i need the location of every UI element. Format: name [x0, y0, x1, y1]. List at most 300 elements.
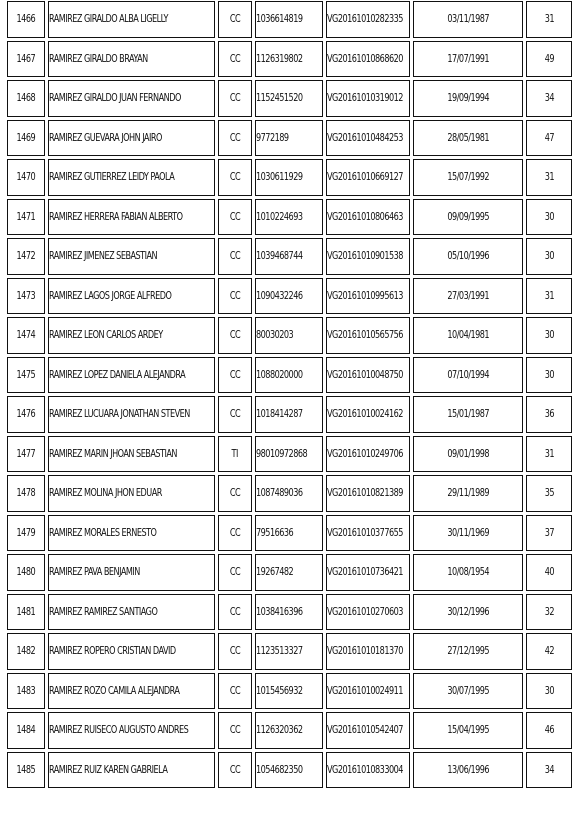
document-number-cell — [255, 120, 324, 157]
row-number-text: 1474 — [16, 329, 36, 342]
document-type-text: CC — [229, 487, 240, 500]
birth-date-cell — [413, 752, 523, 789]
registration-code-text: VG20161010833004 — [327, 763, 404, 776]
row-number-cell — [7, 396, 45, 433]
table-row — [7, 712, 572, 749]
registration-code-cell — [326, 396, 410, 433]
document-number-text: 9772189 — [255, 131, 289, 144]
age-cell — [526, 633, 572, 670]
full-name-text: RAMIREZ RUIZ KAREN GABRIELA — [48, 763, 168, 776]
registration-code-text: VG20161010181370 — [327, 645, 404, 658]
document-number-cell — [255, 1, 324, 38]
full-name-text: RAMIREZ GIRALDO BRAYAN — [48, 52, 148, 65]
document-type-cell — [218, 712, 252, 749]
document-number-cell — [255, 396, 324, 433]
age-cell — [526, 317, 572, 354]
registration-code-cell — [326, 475, 410, 512]
age-text: 34 — [544, 92, 554, 105]
age-text: 34 — [544, 763, 554, 776]
birth-date-text: 30/12/1996 — [447, 605, 489, 618]
row-number-cell — [7, 712, 45, 749]
birth-date-text: 07/10/1994 — [447, 368, 489, 381]
full-name-cell — [48, 41, 215, 78]
document-number-cell — [255, 278, 324, 315]
full-name-text: RAMIREZ MARIN JHOAN SEBASTIAN — [48, 447, 177, 460]
birth-date-cell — [413, 159, 523, 196]
age-cell — [526, 159, 572, 196]
document-number-text: 1054682350 — [255, 763, 303, 776]
document-number-text: 1087489036 — [255, 487, 303, 500]
registration-code-text: VG20161010565756 — [327, 329, 404, 342]
birth-date-cell — [413, 238, 523, 275]
document-number-cell — [255, 199, 324, 236]
birth-date-cell — [413, 80, 523, 117]
table-row — [7, 159, 572, 196]
document-number-cell — [255, 436, 324, 473]
document-number-text: 80030203 — [255, 329, 293, 342]
document-number-text: 1090432246 — [255, 289, 303, 302]
age-text: 31 — [544, 13, 554, 26]
row-number-text: 1482 — [16, 645, 36, 658]
birth-date-text: 10/08/1954 — [447, 566, 489, 579]
document-number-cell — [255, 673, 324, 710]
document-number-cell — [255, 515, 324, 552]
registration-code-text: VG20161010806463 — [327, 210, 404, 223]
birth-date-cell — [413, 41, 523, 78]
birth-date-text: 27/12/1995 — [447, 645, 489, 658]
registration-code-cell — [326, 673, 410, 710]
row-number-text: 1473 — [16, 289, 36, 302]
age-text: 30 — [544, 368, 554, 381]
document-type-cell — [218, 752, 252, 789]
full-name-text: RAMIREZ GIRALDO ALBA LIGELLY — [48, 13, 168, 26]
age-cell — [526, 712, 572, 749]
age-cell — [526, 357, 572, 394]
age-cell — [526, 41, 572, 78]
birth-date-cell — [413, 712, 523, 749]
full-name-cell — [48, 633, 215, 670]
document-number-text: 1036614819 — [255, 13, 303, 26]
row-number-text: 1481 — [16, 605, 36, 618]
age-cell — [526, 594, 572, 631]
row-number-text: 1478 — [16, 487, 36, 500]
birth-date-text: 17/07/1991 — [447, 52, 489, 65]
age-cell — [526, 120, 572, 157]
document-number-cell — [255, 317, 324, 354]
row-number-cell — [7, 594, 45, 631]
document-type-cell — [218, 357, 252, 394]
document-type-cell — [218, 159, 252, 196]
document-number-text: 1010224693 — [255, 210, 303, 223]
document-number-text: 19267482 — [255, 566, 293, 579]
birth-date-text: 03/11/1987 — [447, 13, 489, 26]
birth-date-text: 15/01/1987 — [447, 408, 489, 421]
age-cell — [526, 80, 572, 117]
document-type-text: CC — [229, 684, 240, 697]
birth-date-text: 30/07/1995 — [447, 684, 489, 697]
row-number-cell — [7, 515, 45, 552]
document-type-cell — [218, 633, 252, 670]
row-number-cell — [7, 554, 45, 591]
row-number-text: 1469 — [16, 131, 36, 144]
full-name-cell — [48, 673, 215, 710]
document-type-text: CC — [229, 52, 240, 65]
birth-date-text: 29/11/1989 — [447, 487, 489, 500]
full-name-cell — [48, 436, 215, 473]
age-cell — [526, 199, 572, 236]
registration-code-cell — [326, 120, 410, 157]
row-number-text: 1480 — [16, 566, 36, 579]
table-row — [7, 515, 572, 552]
registration-code-cell — [326, 554, 410, 591]
age-text: 30 — [544, 210, 554, 223]
table-row — [7, 278, 572, 315]
document-type-text: CC — [229, 566, 240, 579]
full-name-cell — [48, 752, 215, 789]
registration-code-text: VG20161010484253 — [327, 131, 404, 144]
roster-body — [7, 1, 572, 788]
document-type-cell — [218, 396, 252, 433]
row-number-text: 1467 — [16, 52, 36, 65]
document-type-text: CC — [229, 329, 240, 342]
age-text: 36 — [544, 408, 554, 421]
table-row — [7, 317, 572, 354]
document-number-text: 1126319802 — [255, 52, 303, 65]
age-cell — [526, 238, 572, 275]
full-name-text: RAMIREZ GUTIERREZ LEIDY PAOLA — [48, 171, 175, 184]
row-number-cell — [7, 238, 45, 275]
row-number-text: 1476 — [16, 408, 36, 421]
full-name-cell — [48, 475, 215, 512]
birth-date-text: 15/04/1995 — [447, 724, 489, 737]
full-name-text: RAMIREZ JIMENEZ SEBASTIAN — [48, 250, 158, 263]
document-type-cell — [218, 673, 252, 710]
document-number-cell — [255, 41, 324, 78]
full-name-cell — [48, 554, 215, 591]
table-row — [7, 436, 572, 473]
row-number-cell — [7, 633, 45, 670]
registration-code-text: VG20161010249706 — [327, 447, 404, 460]
registration-code-text: VG20161010995613 — [327, 289, 404, 302]
registration-code-text: VG20161010821389 — [327, 487, 404, 500]
full-name-text: RAMIREZ LEON CARLOS ARDEY — [48, 329, 163, 342]
document-type-text: CC — [229, 171, 240, 184]
registration-code-text: VG20161010901538 — [327, 250, 404, 263]
document-number-text: 1152451520 — [255, 92, 303, 105]
row-number-cell — [7, 317, 45, 354]
birth-date-cell — [413, 436, 523, 473]
age-text: 30 — [544, 684, 554, 697]
full-name-text: RAMIREZ GIRALDO JUAN FERNANDO — [48, 92, 181, 105]
document-type-text: CC — [229, 92, 240, 105]
row-number-cell — [7, 475, 45, 512]
roster-table — [4, 0, 575, 791]
row-number-cell — [7, 199, 45, 236]
birth-date-text: 19/09/1994 — [447, 92, 489, 105]
registration-code-cell — [326, 752, 410, 789]
age-cell — [526, 436, 572, 473]
registration-code-cell — [326, 633, 410, 670]
full-name-cell — [48, 515, 215, 552]
birth-date-cell — [413, 515, 523, 552]
full-name-text: RAMIREZ LOPEZ DANIELA ALEJANDRA — [48, 368, 186, 381]
document-number-text: 1088020000 — [255, 368, 303, 381]
birth-date-text: 13/06/1996 — [447, 763, 489, 776]
document-number-cell — [255, 475, 324, 512]
full-name-text: RAMIREZ ROZO CAMILA ALEJANDRA — [48, 684, 180, 697]
document-number-cell — [255, 633, 324, 670]
document-type-text: CC — [229, 724, 240, 737]
full-name-cell — [48, 357, 215, 394]
row-number-text: 1477 — [16, 447, 36, 460]
table-row — [7, 357, 572, 394]
age-cell — [526, 554, 572, 591]
document-type-cell — [218, 278, 252, 315]
age-cell — [526, 396, 572, 433]
full-name-cell — [48, 278, 215, 315]
birth-date-cell — [413, 357, 523, 394]
document-type-cell — [218, 1, 252, 38]
document-type-cell — [218, 120, 252, 157]
registration-code-text: VG20161010282335 — [327, 13, 404, 26]
age-cell — [526, 278, 572, 315]
birth-date-cell — [413, 475, 523, 512]
document-type-text: TI — [231, 447, 238, 460]
registration-code-text: VG20161010736421 — [327, 566, 404, 579]
document-type-cell — [218, 554, 252, 591]
table-row — [7, 1, 572, 38]
document-number-text: 1018414287 — [255, 408, 303, 421]
row-number-cell — [7, 357, 45, 394]
document-type-text: CC — [229, 131, 240, 144]
full-name-cell — [48, 159, 215, 196]
birth-date-cell — [413, 120, 523, 157]
birth-date-text: 10/04/1981 — [447, 329, 489, 342]
row-number-cell — [7, 80, 45, 117]
registration-code-cell — [326, 594, 410, 631]
table-row — [7, 752, 572, 789]
registration-code-cell — [326, 278, 410, 315]
registration-code-text: VG20161010669127 — [327, 171, 404, 184]
document-number-cell — [255, 238, 324, 275]
age-text: 31 — [544, 289, 554, 302]
age-text: 40 — [544, 566, 554, 579]
registration-code-cell — [326, 41, 410, 78]
full-name-cell — [48, 120, 215, 157]
birth-date-cell — [413, 594, 523, 631]
row-number-cell — [7, 436, 45, 473]
document-type-text: CC — [229, 210, 240, 223]
document-number-text: 1038416396 — [255, 605, 303, 618]
document-type-text: CC — [229, 13, 240, 26]
registration-code-cell — [326, 1, 410, 38]
document-type-text: CC — [229, 250, 240, 263]
document-type-cell — [218, 515, 252, 552]
age-cell — [526, 752, 572, 789]
full-name-cell — [48, 238, 215, 275]
age-text: 31 — [544, 171, 554, 184]
document-type-text: CC — [229, 368, 240, 381]
table-row — [7, 238, 572, 275]
row-number-cell — [7, 41, 45, 78]
age-text: 30 — [544, 250, 554, 263]
age-cell — [526, 515, 572, 552]
registration-code-text: VG20161010048750 — [327, 368, 404, 381]
full-name-cell — [48, 594, 215, 631]
birth-date-cell — [413, 673, 523, 710]
full-name-text: RAMIREZ PAVA BENJAMIN — [48, 566, 140, 579]
document-type-text: CC — [229, 408, 240, 421]
age-cell — [526, 673, 572, 710]
row-number-text: 1483 — [16, 684, 36, 697]
document-number-text: 1015456932 — [255, 684, 303, 697]
registration-code-text: VG20161010542407 — [327, 724, 404, 737]
row-number-cell — [7, 1, 45, 38]
document-number-text: 1030611929 — [255, 171, 303, 184]
full-name-text: RAMIREZ RUISECO AUGUSTO ANDRES — [48, 724, 189, 737]
document-number-cell — [255, 594, 324, 631]
full-name-text: RAMIREZ MORALES ERNESTO — [48, 526, 157, 539]
row-number-text: 1472 — [16, 250, 36, 263]
row-number-text: 1470 — [16, 171, 36, 184]
full-name-text: RAMIREZ ROPERO CRISTIAN DAVID — [48, 645, 176, 658]
full-name-cell — [48, 1, 215, 38]
document-number-text: 1039468744 — [255, 250, 303, 263]
table-row — [7, 120, 572, 157]
document-type-cell — [218, 317, 252, 354]
age-text: 49 — [544, 52, 554, 65]
birth-date-text: 15/07/1992 — [447, 171, 489, 184]
row-number-text: 1466 — [16, 13, 36, 26]
full-name-cell — [48, 80, 215, 117]
table-row — [7, 41, 572, 78]
row-number-text: 1468 — [16, 92, 36, 105]
age-cell — [526, 475, 572, 512]
full-name-text: RAMIREZ LAGOS JORGE ALFREDO — [48, 289, 172, 302]
document-number-cell — [255, 554, 324, 591]
row-number-text: 1471 — [16, 210, 36, 223]
document-number-cell — [255, 357, 324, 394]
birth-date-text: 09/01/1998 — [447, 447, 489, 460]
full-name-text: RAMIREZ GUEVARA JOHN JAIRO — [48, 131, 162, 144]
registration-code-cell — [326, 317, 410, 354]
registration-code-text: VG20161010868620 — [327, 52, 404, 65]
registration-code-cell — [326, 515, 410, 552]
row-number-text: 1484 — [16, 724, 36, 737]
age-text: 30 — [544, 329, 554, 342]
age-text: 32 — [544, 605, 554, 618]
document-type-text: CC — [229, 526, 240, 539]
document-type-text: CC — [229, 763, 240, 776]
birth-date-cell — [413, 633, 523, 670]
birth-date-cell — [413, 278, 523, 315]
full-name-cell — [48, 396, 215, 433]
table-row — [7, 633, 572, 670]
full-name-cell — [48, 712, 215, 749]
age-text: 47 — [544, 131, 554, 144]
age-text: 35 — [544, 487, 554, 500]
birth-date-text: 09/09/1995 — [447, 210, 489, 223]
table-row — [7, 673, 572, 710]
registration-code-cell — [326, 80, 410, 117]
document-type-cell — [218, 594, 252, 631]
table-row — [7, 594, 572, 631]
birth-date-cell — [413, 199, 523, 236]
document-number-cell — [255, 752, 324, 789]
document-type-text: CC — [229, 289, 240, 302]
row-number-cell — [7, 159, 45, 196]
birth-date-text: 27/03/1991 — [447, 289, 489, 302]
document-number-cell — [255, 712, 324, 749]
birth-date-cell — [413, 554, 523, 591]
row-number-text: 1485 — [16, 763, 36, 776]
full-name-cell — [48, 317, 215, 354]
row-number-cell — [7, 752, 45, 789]
full-name-text: RAMIREZ LUCUARA JONATHAN STEVEN — [48, 408, 190, 421]
age-text: 42 — [544, 645, 554, 658]
document-type-text: CC — [229, 605, 240, 618]
row-number-text: 1475 — [16, 368, 36, 381]
birth-date-text: 28/05/1981 — [447, 131, 489, 144]
document-number-text: 79516636 — [255, 526, 293, 539]
age-text: 31 — [544, 447, 554, 460]
registration-code-text: VG20161010377655 — [327, 526, 404, 539]
age-text: 37 — [544, 526, 554, 539]
age-text: 46 — [544, 724, 554, 737]
document-number-text: 1123513327 — [255, 645, 303, 658]
row-number-cell — [7, 673, 45, 710]
document-type-cell — [218, 41, 252, 78]
full-name-text: RAMIREZ RAMIREZ SANTIAGO — [48, 605, 158, 618]
registration-code-cell — [326, 712, 410, 749]
document-type-cell — [218, 436, 252, 473]
table-row — [7, 475, 572, 512]
document-type-cell — [218, 80, 252, 117]
roster-sheet — [4, 0, 575, 808]
document-type-cell — [218, 238, 252, 275]
table-row — [7, 554, 572, 591]
birth-date-cell — [413, 317, 523, 354]
document-type-text: CC — [229, 645, 240, 658]
registration-code-cell — [326, 199, 410, 236]
table-row — [7, 199, 572, 236]
registration-code-text: VG20161010319012 — [327, 92, 404, 105]
registration-code-text: VG20161010024162 — [327, 408, 404, 421]
registration-code-cell — [326, 357, 410, 394]
full-name-cell — [48, 199, 215, 236]
row-number-cell — [7, 278, 45, 315]
row-number-text: 1479 — [16, 526, 36, 539]
registration-code-cell — [326, 238, 410, 275]
registration-code-text: VG20161010024911 — [327, 684, 404, 697]
birth-date-cell — [413, 1, 523, 38]
birth-date-text: 05/10/1996 — [447, 250, 489, 263]
table-row — [7, 80, 572, 117]
document-number-text: 98010972868 — [255, 447, 307, 460]
registration-code-cell — [326, 436, 410, 473]
birth-date-cell — [413, 396, 523, 433]
document-number-text: 1126320362 — [255, 724, 303, 737]
full-name-text: RAMIREZ MOLINA JHON EDUAR — [48, 487, 162, 500]
document-type-cell — [218, 475, 252, 512]
birth-date-text: 30/11/1969 — [447, 526, 489, 539]
row-number-cell — [7, 120, 45, 157]
table-row — [7, 396, 572, 433]
document-number-cell — [255, 80, 324, 117]
age-cell — [526, 1, 572, 38]
document-type-cell — [218, 199, 252, 236]
document-number-cell — [255, 159, 324, 196]
